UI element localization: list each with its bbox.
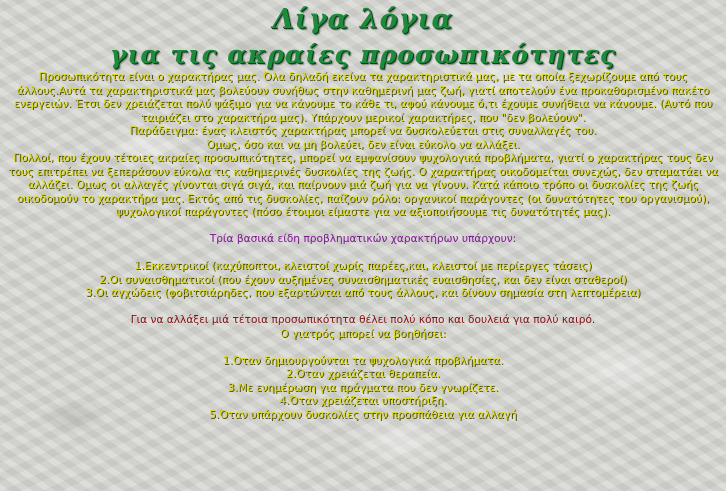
spacer — [6, 220, 720, 234]
help-list-item: 3.Με ενημέρωση για πράγματα που δεν γνωρίζετε. — [227, 381, 499, 394]
page-subtitle: για τις ακραίες προσωπικότητες — [109, 40, 617, 69]
doctor-help-heading: Ο γιατρός μπορεί να βοηθήσει: — [280, 327, 446, 340]
spacer — [6, 301, 720, 315]
spacer — [6, 247, 720, 261]
article-body — [6, 71, 720, 422]
help-list-item: 2.Όταν χρειάζεται θεραπεία. — [285, 368, 441, 380]
types-list-item: 1.Εκκεντρικοί (καχύποπτοι, κλειστοί χωρίς παρέες,και, κλειστοί με περίεργες τάσεις) — [134, 260, 592, 272]
spacer — [6, 341, 720, 355]
help-list-item: 5.Όταν υπάρχουν δυσκολίες στην προσπάθεια για αλλαγή — [209, 408, 517, 421]
intro-paragraph-3: Όμως, όσο και να μη βολεύει, δεν είναι εύκολο να αλλάξει. — [206, 138, 520, 151]
page-title: Λίγα λόγια — [272, 4, 454, 35]
types-heading: Τρία βασικά είδη προβληματικών χαρακτήρων υπάρχουν: — [209, 233, 517, 245]
help-list-item: 4.Όταν χρειάζεται υποστήριξη. — [279, 395, 447, 407]
help-list-item: 1.Όταν δημιουργούνται τα ψυχολογικά προβλήματα. — [222, 354, 504, 367]
intro-paragraph-4: Πολλοί, που έχουν τέτοιες ακραίες προσωπικότητες, μπορεί να εμφανίσουν ψυχολογικά προβλήματα, γιατί ο χαρακτήρας τους δεν τους επιτρέπει να ξεπεράσουν εύκολα τις καθημερινές δυσκολίες της ζωής. Ο χαρακτήρας οικοδομείται συνεχώς, δεν σταματάει να αλλάζει. Όμως οι αλλαγές γίνονται σιγά σιγά, και παίρνουν μιά ζωή για να γίνουν. Κατά κάποιο τρόπο οι δυσκολίες της ζωής οικοδομούν το χαρακτήρα μας. Εκτός από τις δυσκολίες, παίζουν ρόλο: οργανικοί παράγοντες (οι δυνατότητες του οργανισμού), ψυχολογικοί παράγοντες (πόσο έτοιμοι είμαστε για να αξιοποιήσουμε τις δυνατότητές μας). — [8, 152, 718, 218]
intro-paragraph-1: Προσωπικότητα είναι ο χαρακτήρας μας. Όλα δηλαδή εκείνα τα χαρακτηριστικά μας, με τα οποία ξεχωρίζουμε από τους άλλους.Αυτά τα χαρακτηριστικά μας βολεύουν συνήθως στην καθημερινή μας ζωή, γιατί αποτελούν ένα προκαθορισμένο πακέτο ενεργειών. Έτσι δεν χρειάζεται πολύ ψάξιμο για να κάνουμε το κάθε τι, αφού κάνουμε ό,τι έχουμε συνήθεια να κάνουμε. (Αυτό που ταιριάζει στο χαρακτήρα μας). Υπάρχουν μερικοί χαρακτήρες, που "δεν βολεύουν". — [13, 71, 713, 124]
intro-paragraph-2: Παράδειγμα: ένας κλειστός χαρακτήρας μπορεί να δυσκολεύεται στις συναλλαγές του. — [129, 125, 597, 137]
change-heading: Για να αλλάξει μιά τέτοια προσωπικότητα θέλει πολύ κόπο και δουλειά για πολύ καιρό. — [130, 314, 596, 326]
types-list-item: 2.Οι συναισθηματικοί (που έχουν αυξημένες συναισθηματικές ευαισθησίες, και δεν είναι σταθεροί) — [99, 273, 627, 286]
types-list-item: 3.Οι αγχώδεις (φοβιτσιάρηδες, που εξαρτώνται από τους άλλους, και δίνουν σημασία στη λεπτομέρεια) — [85, 287, 641, 299]
